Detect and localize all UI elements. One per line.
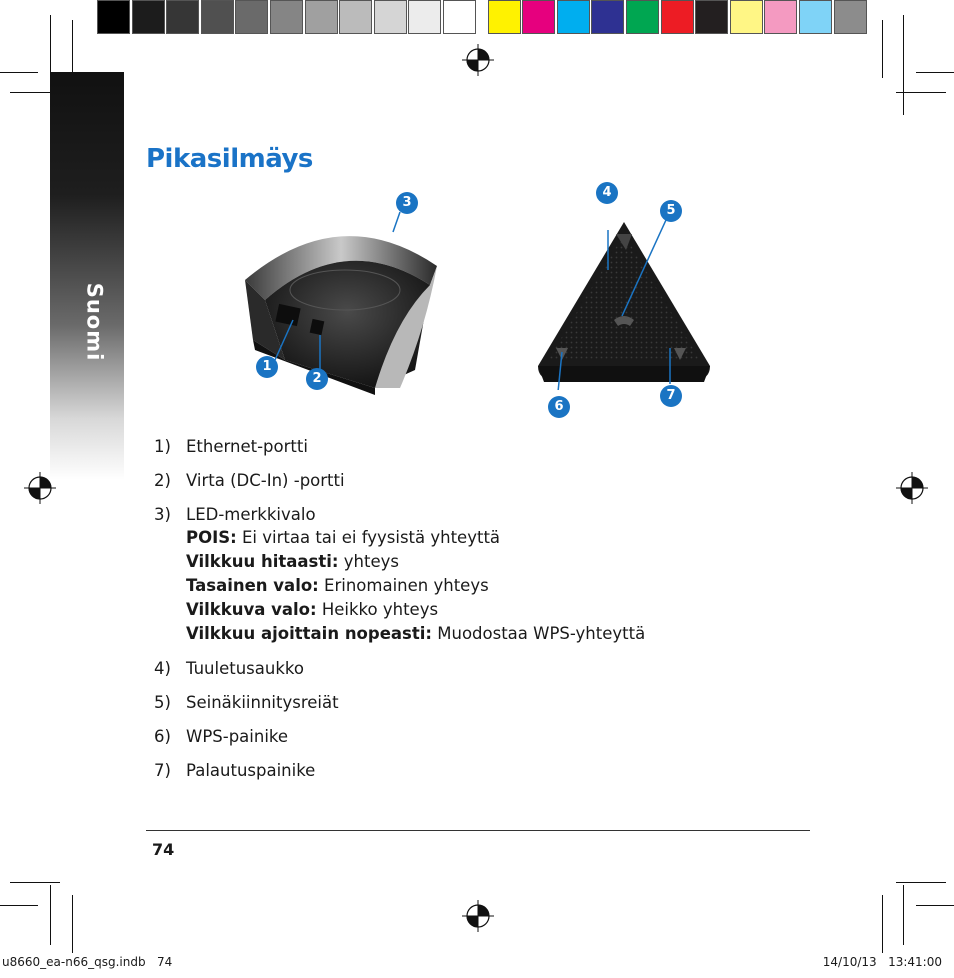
color-swatch [166, 0, 199, 34]
callout-badge-5: 5 [660, 200, 682, 222]
color-swatch [557, 0, 590, 34]
print-slug-filename: u8660_ea-n66_qsg.indb 74 [2, 955, 173, 969]
color-swatch [799, 0, 832, 34]
color-swatch [201, 0, 234, 34]
feature-label: Virta (DC-In) -portti [186, 471, 345, 490]
feature-list [154, 436, 814, 794]
feature-label: LED-merkkivalo [186, 505, 316, 524]
color-swatch [235, 0, 268, 34]
led-state-item: Vilkkuva valo: Heikko yhteys [186, 600, 439, 619]
color-swatch [305, 0, 338, 34]
led-state-item: Vilkkuu ajoittain nopeasti: Muodostaa WPS-yhteyttä [186, 624, 646, 643]
feature-item: 3) LED-merkkivalo POIS: Ei virtaa tai ei fyysistä yhteyttä Vilkkuu hitaasti: yhteys Tasainen valo: Erinomainen yhteys Vilkkuva valo: Heikko yhteys Vilkkuu ajoittain nopeasti: Muodostaa WPS-yhteyttä [154, 504, 814, 646]
feature-label: WPS-painike [186, 727, 289, 746]
color-swatch [764, 0, 797, 34]
color-swatch [626, 0, 659, 34]
page-title: Pikasilmäys [146, 144, 313, 174]
callout-badge-1: 1 [256, 356, 278, 378]
registration-target-icon [896, 472, 928, 504]
color-calibration-bar [97, 0, 859, 36]
feature-item: 6) WPS-painike [154, 727, 289, 746]
color-swatch [132, 0, 165, 34]
feature-label: Seinäkiinnitysreiät [186, 693, 339, 712]
registration-target-icon [462, 44, 494, 76]
led-state-item: Vilkkuu hitaasti: yhteys [186, 552, 399, 571]
callout-badge-6: 6 [548, 396, 570, 418]
color-swatch [522, 0, 555, 34]
feature-item: 1) Ethernet-portti [154, 437, 308, 456]
footer-divider [146, 830, 810, 831]
color-swatch [730, 0, 763, 34]
color-swatch [591, 0, 624, 34]
color-swatch [339, 0, 372, 34]
callout-badge-7: 7 [660, 385, 682, 407]
color-swatch [488, 0, 521, 34]
led-state-item: POIS: Ei virtaa tai ei fyysistä yhteyttä [186, 528, 501, 547]
color-swatch [97, 0, 130, 34]
color-swatch [374, 0, 407, 34]
color-swatch [443, 0, 476, 34]
feature-item: 5) Seinäkiinnitysreiät [154, 693, 339, 712]
callout-badge-4: 4 [596, 182, 618, 204]
feature-item: 4) Tuuletusaukko [154, 659, 304, 678]
print-slug-timestamp: 14/10/13 13:41:00 [822, 955, 942, 969]
color-swatch [270, 0, 303, 34]
color-swatch [834, 0, 867, 34]
registration-target-icon [462, 900, 494, 932]
color-swatch [661, 0, 694, 34]
led-state-list [186, 526, 814, 646]
led-state-item: Tasainen valo: Erinomainen yhteys [186, 576, 489, 595]
callout-badge-2: 2 [306, 368, 328, 390]
page-number: 74 [152, 840, 175, 859]
feature-label: Tuuletusaukko [186, 659, 304, 678]
language-tab-label: Suomi [82, 282, 106, 362]
feature-label: Ethernet-portti [186, 437, 308, 456]
color-swatch [408, 0, 441, 34]
feature-item: 7) Palautuspainike [154, 761, 316, 780]
color-swatch [695, 0, 728, 34]
feature-label: Palautuspainike [186, 761, 316, 780]
router-bottom-view-illustration [534, 220, 714, 390]
feature-item: 2) Virta (DC-In) -portti [154, 471, 345, 490]
callout-badge-3: 3 [396, 192, 418, 214]
